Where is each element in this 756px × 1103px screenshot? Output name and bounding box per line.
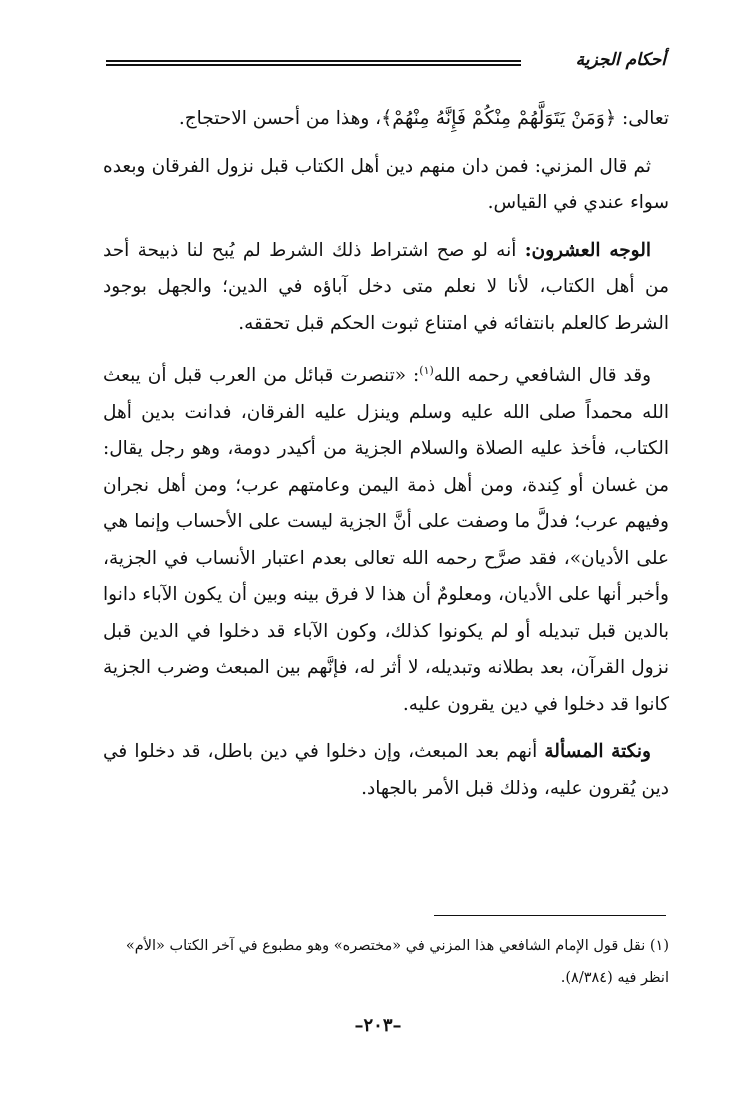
paragraph-4 [103, 353, 669, 723]
p3-text: أنه لو صح اشتراط ذلك الشرط لم يُبح لنا ذبيحة أحد من أهل الكتاب، لأنا لا نعلم متى دخل آباؤه في الدين؛ والجهل بوجود الشرط كالعلم بانتفائه في امتناع ثبوت الحكم قبل تحققه. [103, 239, 669, 334]
footnote: (١) نقل قول الإمام الشافعي هذا المزني في «مختصره» وهو مطبوع في آخر الكتاب «الأم» انظر فيه (٨/٣٨٤). [125, 938, 669, 986]
footnote-marker: (١) [419, 364, 434, 377]
footnote-rule [434, 915, 666, 916]
p1-after: ، وهذا من أحسن الاحتجاج. [178, 108, 382, 129]
running-header [106, 48, 666, 78]
page-body [103, 100, 669, 818]
header-title: أحكام الجزية [575, 50, 666, 70]
p4-before: وقد قال الشافعي رحمه الله [433, 365, 652, 387]
paragraph-2: ثم قال المزني: فمن دان منهم دين أهل الكتاب قبل نزول الفرقان وبعده سواء عندي في القياس. [103, 155, 669, 213]
header-double-rule [106, 60, 521, 66]
p1-before: تعالى: [616, 108, 669, 129]
quran-verse: ﴿وَمَنْ يَتَوَلَّهُمْ مِنْكُمْ فَإِنَّهُ مِنْهُمْ﴾ [381, 107, 617, 129]
p5-text: أنهم بعد المبعث، وإن دخلوا في دين باطل، قد دخلوا في دين يُقرون عليه، وذلك قبل الأمر بالجهاد. [103, 741, 669, 799]
paragraph-1 [103, 100, 669, 138]
p3-lead: الوجه العشرون: [524, 239, 652, 261]
paragraph-3 [103, 233, 669, 343]
paragraph-5 [103, 734, 669, 807]
page-number: –٢٠٣– [354, 1015, 402, 1036]
p5-lead: ونكتة المسألة [544, 741, 651, 763]
p4-text: : «تنصرت قبائل من العرب قبل أن يبعث الله محمداً صلى الله عليه وسلم وينزل عليه الفرقان، فدانت بدين أهل الكتاب، فأخذ عليه الصلاة والسلام الجزية من أكيدر دومة، وهو رجل يقال: من غسان أو كِندة، ومن أهل ذمة اليمن وعامتهم عرب؛ ومن أهل نجران وفيهم عرب؛ فدلَّ ما وصفت على أنَّ الجزية ليست على الأحساب وإنما هي على الأديان»، فقد صرَّح رحمه الله تعالى بعدم اعتبار الأنساب في الجزية، وأخبر أنها على الأديان، ومعلومٌ أن هذا لا فرق بينه وبين أن يكون الآباء دانوا بالدين قبل تبديله أو لم يكونوا كذلك، وكون الآباء قد دخلوا في الدين قبل نزول القرآن، بعد بطلانه وتبديله، لا أثر له، فإنَّهم بين المبعث وضرب الجزية كانوا قد دخلوا في دين يقرون عليه. [103, 365, 669, 715]
